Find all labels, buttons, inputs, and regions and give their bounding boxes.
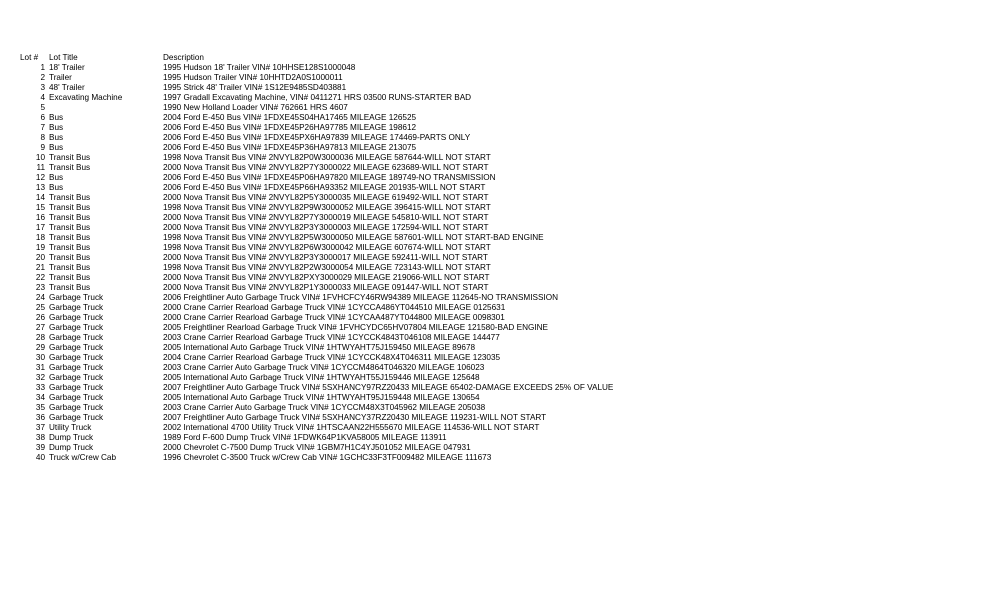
lot-title: Garbage Truck [49,293,104,302]
table-row [0,103,992,113]
table-row [0,383,992,393]
lot-description: 2005 Freightliner Rearload Garbage Truck VIN# 1FVHCYDC65HV07804 MILEAGE 121580-BAD ENGINE [163,323,548,332]
lot-number: 25 [35,303,45,312]
lot-title: Garbage Truck [49,353,104,362]
table-row [0,193,992,203]
lot-description: 2003 Crane Carrier Auto Garbage Truck VIN# 1CYCCM4864T046320 MILEAGE 106023 [163,363,485,372]
lot-description: 2005 International Auto Garbage Truck VIN# 1HTWYAHT95J159448 MILEAGE 130654 [163,393,480,402]
table-row [0,353,992,363]
lot-number: 9 [40,143,45,152]
table-row [0,323,992,333]
header-row [0,53,992,63]
lot-number: 11 [36,163,45,172]
table-row [0,423,992,433]
lot-description: 2005 International Auto Garbage Truck VIN# 1HTWYAHT75J159450 MILEAGE 89678 [163,343,476,352]
table-row [0,163,992,173]
lot-title-header: Lot Title [49,53,78,62]
table-row [0,433,992,443]
lot-number: 30 [35,353,45,362]
table-row [0,313,992,323]
table-row [0,183,992,193]
lot-number: 2 [40,73,45,82]
table-row [0,273,992,283]
lot-title: 48' Trailer [49,83,85,92]
table-row [0,153,992,163]
lot-title: Transit Bus [49,233,91,242]
lot-title: Garbage Truck [49,393,104,402]
lot-title: Garbage Truck [49,303,104,312]
lot-title: Garbage Truck [49,403,104,412]
lot-number: 5 [40,103,45,112]
lot-title: Garbage Truck [49,413,104,422]
table-row [0,223,992,233]
lot-description: 1995 Hudson Trailer VIN# 10HHTD2A0S1000011 [163,73,343,82]
lot-title: Transit Bus [49,283,91,292]
table-row [0,243,992,253]
lot-description: 2005 International Auto Garbage Truck VIN# 1HTWYAHT55J159446 MILEAGE 125648 [163,373,480,382]
lot-title: Truck w/Crew Cab [49,453,117,462]
table-row [0,123,992,133]
lot-number: 23 [35,283,45,292]
lot-description: 2002 International 4700 Utility Truck VIN# 1HTSCAAN22H555670 MILEAGE 114536-WILL NOT START [163,423,540,432]
lot-number: 4 [40,93,45,102]
lot-listing-sheet [0,53,992,463]
lot-number: 3 [40,83,45,92]
table-row [0,83,992,93]
lot-title: Garbage Truck [49,373,104,382]
lot-title: Dump Truck [49,443,94,452]
lot-description: 1995 Strick 48' Trailer VIN# 1S12E9485SD403881 [163,83,347,92]
lot-description: 2000 Nova Transit Bus VIN# 2NVYL82P3Y3000003 MILEAGE 172594-WILL NOT START [163,223,489,232]
table-row [0,373,992,383]
lot-description: 2006 Ford E-450 Bus VIN# 1FDXE45PX6HA97839 MILEAGE 174469-PARTS ONLY [163,133,471,142]
table-row [0,73,992,83]
table-row [0,403,992,413]
table-row [0,343,992,353]
lot-number: 28 [35,333,45,342]
lot-number: 19 [35,243,45,252]
lot-number: 39 [35,443,45,452]
lot-title: Dump Truck [49,433,94,442]
lot-title: Garbage Truck [49,333,104,342]
description-header: Description [163,53,204,62]
table-row [0,203,992,213]
table-row [0,453,992,463]
lot-title: Excavating Machine [49,93,123,102]
lot-number: 6 [40,113,45,122]
lot-title: Transit Bus [49,243,91,252]
lot-description: 2000 Chevrolet C-7500 Dump Truck VIN# 1GBM7H1C4YJ501052 MILEAGE 047931 [163,443,471,452]
lot-title: Transit Bus [49,263,91,272]
lot-number: 37 [35,423,45,432]
lot-number-header: Lot # [20,53,39,62]
lot-title: Bus [49,113,64,122]
lot-number: 33 [35,383,45,392]
lot-number: 27 [35,323,45,332]
lot-number: 36 [35,413,45,422]
lot-description: 2003 Crane Carrier Auto Garbage Truck VIN# 1CYCCM48X3T045962 MILEAGE 205038 [163,403,486,412]
lot-description: 2006 Ford E-450 Bus VIN# 1FDXE45P06HA97820 MILEAGE 189749-NO TRANSMISSION [163,173,496,182]
lot-title: Utility Truck [49,423,92,432]
lot-title: Transit Bus [49,223,91,232]
lot-title: 18' Trailer [49,63,85,72]
lot-description: 2007 Freightliner Auto Garbage Truck VIN# 5SXHANCY37RZ20430 MILEAGE 119231-WILL NOT START [163,413,547,422]
table-row [0,233,992,243]
lot-title: Transit Bus [49,153,91,162]
lot-title: Transit Bus [49,253,91,262]
lot-title: Garbage Truck [49,313,104,322]
lot-title: Bus [49,133,64,142]
table-row [0,393,992,403]
table-row [0,253,992,263]
lot-number: 35 [35,403,45,412]
lot-description: 2004 Crane Carrier Rearload Garbage Truck VIN# 1CYCCK48X4T046311 MILEAGE 123035 [163,353,501,362]
lot-description: 1997 Gradall Excavating Machine, VIN# 0411271 HRS 03500 RUNS-STARTER BAD [163,93,472,102]
lot-description: 2003 Crane Carrier Rearload Garbage Truck VIN# 1CYCCK4843T046108 MILEAGE 144477 [163,333,500,342]
lot-description: 1995 Hudson 18' Trailer VIN# 10HHSE128S1000048 [163,63,356,72]
lot-title: Transit Bus [49,193,91,202]
lot-description: 1998 Nova Transit Bus VIN# 2NVYL82P6W3000042 MILEAGE 607674-WILL NOT START [163,243,491,252]
lot-rows [0,63,992,463]
lot-number: 24 [35,293,45,302]
lot-number: 29 [35,343,45,352]
lot-number: 1 [40,63,45,72]
lot-description: 2006 Ford E-450 Bus VIN# 1FDXE45P66HA93352 MILEAGE 201935-WILL NOT START [163,183,486,192]
lot-description: 2000 Crane Carrier Rearload Garbage Truck VIN# 1CYCAA487YT044800 MILEAGE 0098301 [163,313,505,322]
lot-description: 2006 Freightliner Auto Garbage Truck VIN# 1FVHCFCY46RW94389 MILEAGE 112645-NO TRANSMISSION [163,293,558,302]
lot-number: 34 [35,393,45,402]
lot-number: 17 [35,223,45,232]
lot-number: 12 [35,173,45,182]
lot-number: 20 [35,253,45,262]
lot-description: 1989 Ford F-600 Dump Truck VIN# 1FDWK64P1KVA58005 MILEAGE 113911 [163,433,447,442]
lot-number: 10 [35,153,45,162]
lot-number: 18 [35,233,45,242]
lot-description: 2006 Ford E-450 Bus VIN# 1FDXE45P36HA97813 MILEAGE 213075 [163,143,417,152]
lot-number: 21 [35,263,45,272]
lot-title: Bus [49,143,64,152]
lot-title: Bus [49,183,64,192]
table-row [0,213,992,223]
lot-description: 2000 Nova Transit Bus VIN# 2NVYL82P7Y3000019 MILEAGE 545810-WILL NOT START [163,213,489,222]
lot-description: 1998 Nova Transit Bus VIN# 2NVYL82P2W3000054 MILEAGE 723143-WILL NOT START [163,263,491,272]
table-row [0,143,992,153]
lot-number: 38 [35,433,45,442]
lot-description: 1998 Nova Transit Bus VIN# 2NVYL82P9W3000052 MILEAGE 396415-WILL NOT START [163,203,491,212]
table-row [0,303,992,313]
lot-title: Garbage Truck [49,323,104,332]
lot-description: 2000 Nova Transit Bus VIN# 2NVYL82PXY3000029 MILEAGE 219066-WILL NOT START [163,273,490,282]
lot-title: Transit Bus [49,163,91,172]
lot-title: Garbage Truck [49,383,104,392]
lot-number: 14 [35,193,45,202]
lot-number: 8 [40,133,45,142]
table-row [0,333,992,343]
table-row [0,173,992,183]
lot-number: 13 [35,183,45,192]
lot-number: 22 [35,273,45,282]
table-row [0,263,992,273]
lot-number: 15 [35,203,45,212]
lot-title: Garbage Truck [49,363,104,372]
lot-description: 2000 Nova Transit Bus VIN# 2NVYL82P1Y3000033 MILEAGE 091447-WILL NOT START [163,283,489,292]
lot-title: Transit Bus [49,273,91,282]
lot-number: 40 [35,453,45,462]
table-row [0,443,992,453]
lot-description: 2007 Freightliner Auto Garbage Truck VIN# 5SXHANCY97RZ20433 MILEAGE 65402-DAMAGE EXCEEDS 25% OF VALUE [163,383,614,392]
lot-title: Garbage Truck [49,343,104,352]
lot-description: 2006 Ford E-450 Bus VIN# 1FDXE45P26HA97785 MILEAGE 198612 [163,123,417,132]
table-row [0,63,992,73]
table-row [0,113,992,123]
lot-title: Transit Bus [49,203,91,212]
table-row [0,413,992,423]
lot-number: 31 [35,363,45,372]
lot-description: 2000 Nova Transit Bus VIN# 2NVYL82P5Y3000035 MILEAGE 619492-WILL NOT START [163,193,489,202]
table-row [0,133,992,143]
table-row [0,293,992,303]
lot-title: Trailer [49,73,72,82]
table-row [0,93,992,103]
lot-description: 2000 Nova Transit Bus VIN# 2NVYL82P3Y3000017 MILEAGE 592411-WILL NOT START [163,253,488,262]
lot-title: Bus [49,123,64,132]
table-row [0,283,992,293]
table-row [0,363,992,373]
lot-description: 1996 Chevrolet C-3500 Truck w/Crew Cab VIN# 1GCHC33F3TF009482 MILEAGE 111673 [163,453,492,462]
lot-description: 1990 New Holland Loader VIN# 762661 HRS 4607 [163,103,348,112]
lot-number: 32 [35,373,45,382]
lot-number: 16 [35,213,45,222]
lot-number: 7 [40,123,45,132]
lot-title: Bus [49,173,64,182]
lot-description: 1998 Nova Transit Bus VIN# 2NVYL82P0W3000036 MILEAGE 587644-WILL NOT START [163,153,491,162]
lot-title: Transit Bus [49,213,91,222]
lot-description: 2000 Nova Transit Bus VIN# 2NVYL82P7Y3000022 MILEAGE 623689-WILL NOT START [163,163,489,172]
lot-description: 2004 Ford E-450 Bus VIN# 1FDXE45S04HA17465 MILEAGE 126525 [163,113,417,122]
lot-number: 26 [35,313,45,322]
lot-description: 1998 Nova Transit Bus VIN# 2NVYL82P5W3000050 MILEAGE 587601-WILL NOT START-BAD ENGINE [163,233,544,242]
lot-description: 2000 Crane Carrier Rearload Garbage Truck VIN# 1CYCCA486YT044510 MILEAGE 0125631 [163,303,506,312]
